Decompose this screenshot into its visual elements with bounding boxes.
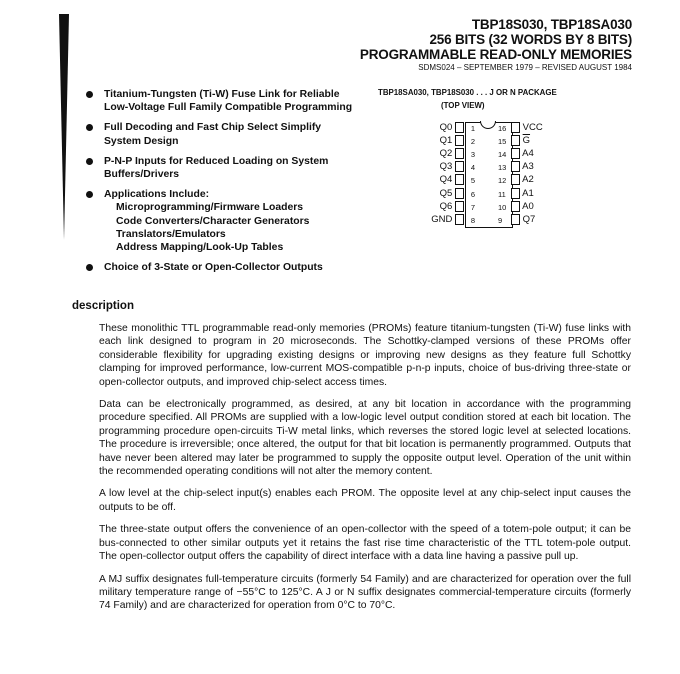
pin-label: VCC [522,122,543,134]
package-title: TBP18SA030, TBP18S030 . . . J OR N PACKAGE [378,88,557,97]
pin-number: 8 [470,215,475,225]
pin-box-icon [455,122,464,133]
feature-item: P-N-P Inputs for Reduced Loading on System Buffers/Drivers [86,155,356,181]
pin-number: 13 [498,163,507,173]
application-item: Translators/Emulators [116,228,226,240]
decorative-bar [59,14,69,240]
section-title: description [72,300,134,312]
pin-number: 9 [498,215,503,225]
feature-item: Choice of 3-State or Open-Collector Outputs [86,261,356,274]
paragraph: These monolithic TTL programmable read-only memories (PROMs) feature titanium-tungsten (Ti-W) fuse links with each link designed to program in 20 microseconds. The Schottky-clamped versions of these PROMs offer considerable flexibility for upgrading existing designs or improving new designs as they feature full Schottky clamping for improved performance, low-current MOS-compatible p-n-p inputs, choice of bus-driving three-state or open-collector outputs, and improved chip-select access times. [99,323,631,388]
feature-item: Full Decoding and Fast Chip Select Simplify System Design [86,121,356,147]
pin-box-icon [511,201,520,212]
pin-right [498,200,571,213]
pin-number: 12 [498,176,507,186]
pin-left [378,148,475,160]
pin-box-icon [455,201,464,212]
pin-right [498,161,571,173]
part-numbers: TBP18S030, TBP18SA030 [471,17,632,32]
pin-label: $\overline{G}$ [522,135,531,147]
pin-label: A4 [522,148,534,160]
pin-label: A2 [522,174,534,186]
bullet-icon [86,191,93,198]
pin-left [378,200,475,213]
document-header [360,17,632,73]
pin-box-icon [511,161,520,172]
pin-box-icon [511,148,520,159]
pinout [378,122,638,232]
pin-label: A1 [522,187,534,199]
pin-box-icon [511,214,520,225]
application-item: Address Mapping/Look-Up Tables [116,242,284,254]
pin-right [498,213,571,226]
document-title: PROGRAMMABLE READ-ONLY MEMORIES [359,47,632,62]
paragraph: A MJ suffix designates full-temperature circuits (formerly 54 Family) and are characterized for operation over the full military temperature range of −55°C to 125°C. A J or N suffix designates commercial-temperature circuits (formerly 74 Family) and are characterized for operation from 0°C to 70°C. [99,573,631,612]
pin-number: 3 [470,150,475,160]
pin-number: 5 [470,176,475,186]
pin-left [378,122,475,134]
pin-label: Q7 [522,213,536,225]
pin-right [498,135,571,147]
bullet-icon [86,158,93,165]
pin-label: A3 [522,161,534,173]
feature-item: Applications Include: Microprogramming/Firmware Loaders Code Converters/Character Generators Translators/Emulators Address Mapping/Look-Up Tables [86,188,356,254]
pin-left [378,161,475,173]
paragraph: A low level at the chip-select input(s) enables each PROM. The opposite level at any chip-select input causes the outputs to be off. [99,488,631,513]
package-view-label: (TOP VIEW) [441,101,485,110]
pin-number: 14 [498,150,507,160]
pin-right [498,174,571,186]
pin-right [498,122,571,134]
pin-box-icon [455,161,464,172]
pin-right [498,187,571,200]
feature-item: Titanium-Tungsten (Ti-W) Fuse Link for Reliable Low-Voltage Full Family Compatible Programming [86,88,356,114]
pin-box-icon [455,148,464,159]
bullet-icon [86,124,93,131]
pin-number: 10 [498,202,507,212]
pin-number: 4 [470,163,475,173]
pin-number: 11 [498,189,506,199]
pin-box-icon [511,135,520,146]
pin-number: 6 [470,189,475,199]
feature-list [86,88,356,281]
pin-left [378,187,475,200]
application-item: Code Converters/Character Generators [116,215,310,227]
package-diagram [378,88,638,225]
paragraph: The three-state output offers the convenience of an open-collector with the speed of a totem-pole output; it can be bus-connected to other similar outputs yet it retains the fast rise time characteristic of the TTL totem-pole output. The open-collector output offers the capability of direct interface with a data line having a passive pull up. [99,524,631,563]
pin-box-icon [511,188,520,199]
pin-number: 2 [470,137,475,147]
pin-box-icon [455,214,464,225]
pin-left [378,174,475,186]
memory-size: 256 BITS (32 WORDS BY 8 BITS) [429,32,632,47]
pin-left [378,135,475,147]
bullet-icon [86,264,93,271]
application-item: Microprogramming/Firmware Loaders [116,202,304,214]
pin-number: 1 [470,124,475,133]
description-body [99,322,631,622]
pin-label: Q4 [439,174,453,186]
pin-number: 15 [498,137,507,147]
bullet-icon [86,91,93,98]
pin-label: Q5 [439,187,453,199]
pin-number: 16 [498,124,507,133]
pin-label: Q6 [439,200,453,212]
pin-box-icon [455,174,464,185]
paragraph: Data can be electronically programmed, as desired, at any bit location in accordance with the programming procedure specified. All PROMs are supplied with a low-logic level output condition stored at each bit location. The programming procedure open-circuits Ti-W metal links, which reverses the stored logic level at selected locations. The procedure is irreversible; once altered, the output for that bit location is permanently programmed. Outputs that have never been altered may later be programmed to supply the opposite output level. Operation of the unit within the recommended operating conditions will not alter the memory content. [99,399,631,478]
pin-box-icon [511,122,520,133]
pin-label: Q2 [439,148,453,160]
pin-label: Q1 [439,135,453,147]
pin-label: Q0 [439,122,453,134]
pin-label: Q3 [439,161,453,173]
revision-info: SDMS024 – SEPTEMBER 1979 – REVISED AUGUST 1984 [418,63,632,72]
pin-right [498,148,571,160]
pin-label: GND [431,213,453,225]
pin-box-icon [511,174,520,185]
pin-left [378,213,475,226]
pin-number: 7 [470,202,475,212]
pin-label: A0 [522,200,534,212]
chip-notch [480,121,496,129]
pin-box-icon [455,135,464,146]
pin-box-icon [455,188,464,199]
